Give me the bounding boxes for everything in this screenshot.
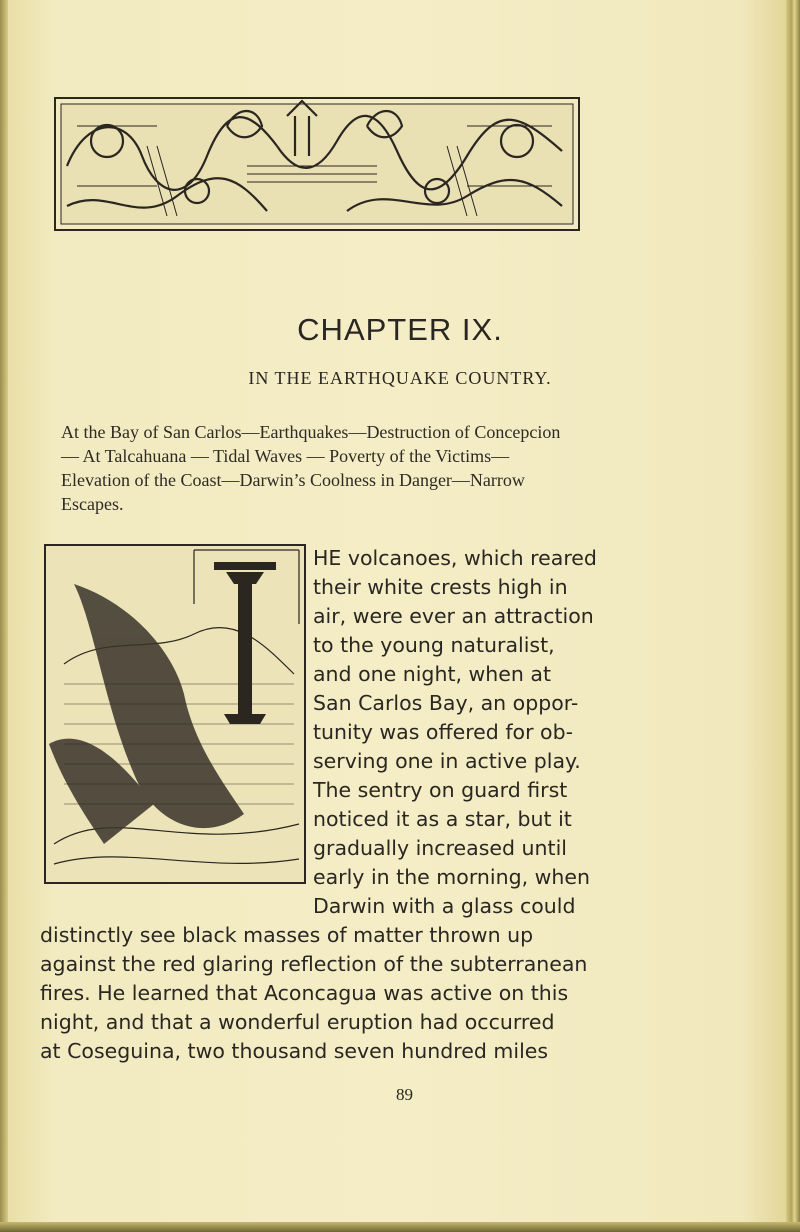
body-line: and one night, when at [313, 662, 551, 686]
body-line: air, were ever an attraction [313, 604, 594, 628]
chapter-title: CHAPTER IX. [297, 312, 503, 347]
body-line: San Carlos Bay, an oppor- [313, 691, 579, 715]
summary-line: Escapes. [61, 494, 124, 514]
body-line: to the young naturalist, [313, 633, 555, 657]
chapter-summary [61, 420, 601, 516]
body-line: distinctly see black masses of matter thrown up [40, 923, 534, 947]
body-line: gradually increased until [313, 836, 567, 860]
body-line: night, and that a wonderful eruption had occurred [40, 1010, 555, 1034]
body-line: their white crests high in [313, 575, 568, 599]
chapter-subtitle: IN THE EARTHQUAKE COUNTRY. [248, 368, 552, 388]
ornamental-headpiece [47, 96, 582, 234]
summary-line: At the Bay of San Carlos—Earthquakes—Destruction of Concepcion [61, 422, 561, 442]
body-line: The sentry on guard first [313, 778, 568, 802]
body-line: HE volcanoes, which reared [313, 546, 597, 570]
page-bottom-edge [0, 1222, 800, 1232]
summary-line: Elevation of the Coast—Darwin’s Coolness in Danger—Narrow [61, 470, 525, 490]
body-line: fires. He learned that Aconcagua was active on this [40, 981, 569, 1005]
body-line: Darwin with a glass could [313, 894, 576, 918]
body-line: noticed it as a star, but it [313, 807, 572, 831]
body-line: early in the morning, when [313, 865, 590, 889]
page-left-edge [0, 0, 8, 1232]
body-line: serving one in active play. [313, 749, 581, 773]
summary-line: — At Talcahuana — Tidal Waves — Poverty of the Victims— [61, 446, 510, 466]
body-line: at Coseguina, two thousand seven hundred miles [40, 1039, 549, 1063]
body-line: against the red glaring reflection of the subterranean [40, 952, 588, 976]
page-right-edge [786, 0, 800, 1232]
dropcap-illustration [44, 544, 306, 884]
page-number: 89 [396, 1085, 413, 1104]
body-line: tunity was offered for ob- [313, 720, 573, 744]
